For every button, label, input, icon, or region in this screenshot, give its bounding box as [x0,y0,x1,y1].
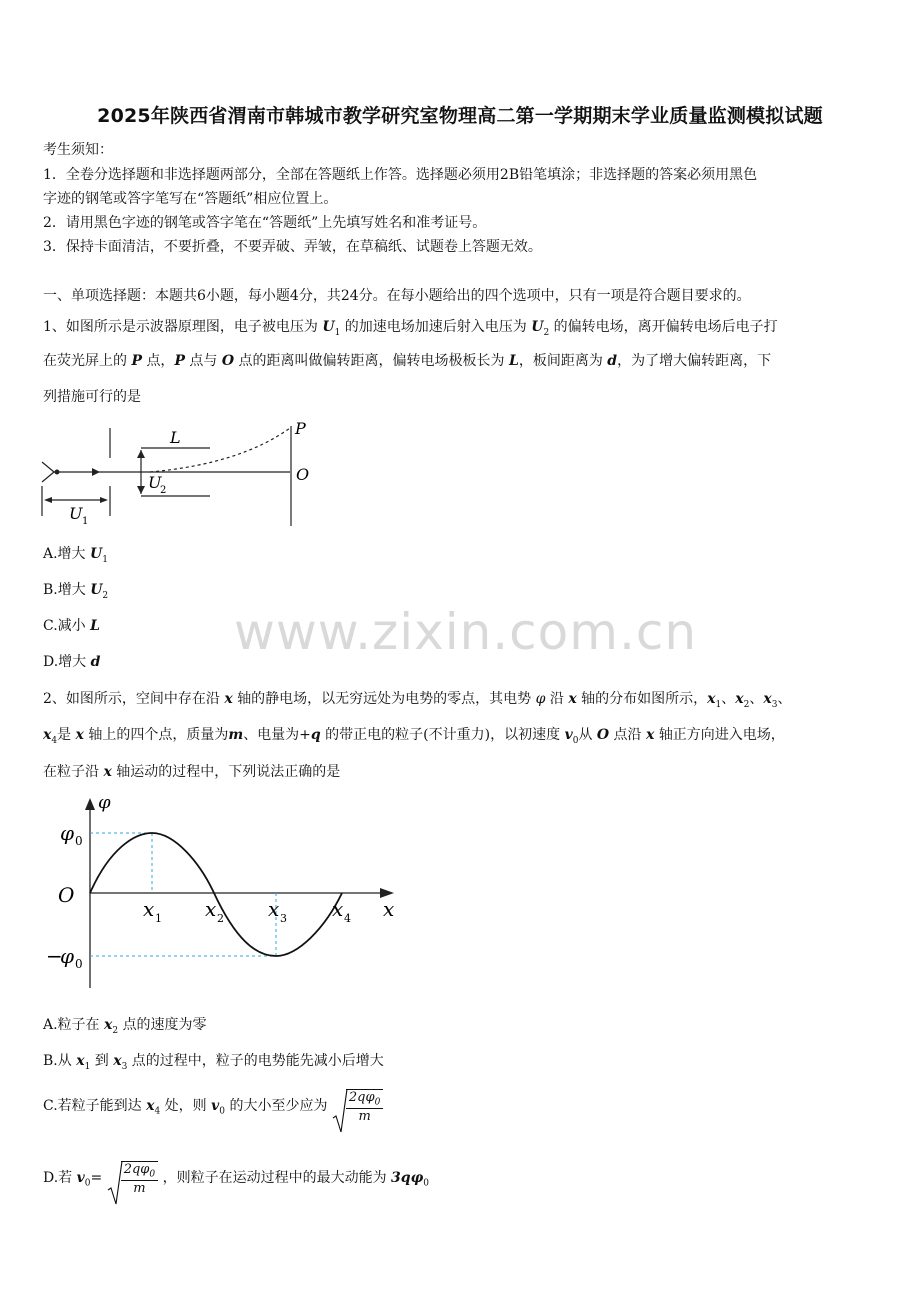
label-O: O [296,465,310,484]
label-origin: O [58,883,75,907]
watermark: www.zixin.com.cn [234,603,698,661]
tick-x1: x [143,897,155,921]
tick-x2-sub: 2 [217,912,224,925]
q2-option-d[interactable]: D.若 $v_0=$ $\frac{2q\varphi_0}{m}$ ，则粒子在运动过程中的最大动能为 $3q\varphi_0$ [43,1160,429,1196]
notice-item-1-cont: 字迹的钢笔或答字笔写在“答题纸”相应位置上。 [43,191,338,207]
tick-x2: x [205,897,217,921]
oscilloscope-figure [40,418,330,530]
q2-option-a[interactable]: A.粒子在 $x_2$ 点的速度为零 [43,1017,207,1036]
tick-x3-sub: 3 [280,912,287,925]
label-U1: U [69,504,83,523]
q2-line-1: 2、如图所示，空间中存在沿 x 轴的静电场，以无穷远处为电势的零点，其电势 φ 沿 x 轴的分布如图所示，$x_1$、$x_2$、$x_3$、 [43,691,792,710]
axis-phi: φ [98,792,111,813]
label-U2: U [148,473,162,492]
q1-line-1: 1、如图所示是示波器原理图，电子被电压为 $U_1$ 的加速电场加速后射入电压为 $U_2$ 的偏转电场，离开偏转电场后电子打 [43,319,778,338]
label-negphi0-sub: 0 [75,957,83,971]
axis-x: x [383,897,395,921]
q2-line-2: $x_4$是 x 轴上的四个点，质量为m、电量为+q 的带正电的粒子(不计重力)，以初速度 $v_0$从 O 点沿 x 轴正方向进入电场， [43,727,785,746]
q2-option-b[interactable]: B.从 $x_1$ 到 $x_3$ 点的过程中，粒子的电势能先减小后增大 [43,1053,384,1072]
tick-x4: x [332,897,344,921]
potential-graph [40,788,410,998]
tick-x3: x [268,897,280,921]
notice-heading: 考生须知： [43,142,113,158]
notice-item-3: 3．保持卡面清洁，不要折叠，不要弄破、弄皱，在草稿纸、试题卷上答题无效。 [43,239,542,255]
q2-option-c[interactable]: C.若粒子能到达 $x_4$ 处，则 $v_0$ 的大小至少应为 $\frac{2q\varphi_0}{m}$ [43,1088,383,1124]
sqrt-expression-c: $\frac{2q\varphi_0}{m}$ [332,1088,383,1124]
label-neg: − [46,944,63,968]
q1-option-b[interactable]: B.增大 $U_2$ [43,582,109,601]
label-L: L [170,428,181,447]
q1-option-a[interactable]: A.增大 $U_1$ [43,546,108,565]
label-negphi0: φ [60,944,75,968]
sqrt-expression-d: $\frac{2q\varphi_0}{m}$ [107,1160,158,1196]
q2-line-3: 在粒子沿 x 轴运动的过程中，下列说法正确的是 [43,764,341,780]
section-heading: 一、单项选择题：本题共6小题，每小题4分，共24分。在每小题给出的四个选项中，只有一项是符合题目要求的。 [43,288,751,304]
notice-item-1: 1．全卷分选择题和非选择题两部分，全部在答题纸上作答。选择题必须用2B铅笔填涂；非选择题的答案必须用黑色 [43,167,758,183]
tick-x4-sub: 4 [344,912,351,925]
notice-item-2: 2．请用黑色字迹的钢笔或答字笔在“答题纸”上先填写姓名和准考证号。 [43,215,487,231]
page-title: 2025年陕西省渭南市韩城市教学研究室物理高二第一学期期末学业质量监测模拟试题 [97,105,823,127]
q1-option-c[interactable]: C.减小 L [43,618,100,634]
tick-x1-sub: 1 [155,912,162,925]
q1-line-2: 在荧光屏上的 P 点，P 点与 O 点的距离叫做偏转距离，偏转电场极板长为 L，板间距离为 d，为了增大偏转距离，下 [43,353,772,369]
label-P: P [295,419,306,438]
label-phi0: φ [60,821,75,845]
label-phi0-sub: 0 [75,834,83,848]
q1-option-d[interactable]: D.增大 d [43,654,101,670]
label-U2-sub: 2 [160,485,167,496]
q1-line-3: 列措施可行的是 [43,389,141,405]
label-U1-sub: 1 [82,516,89,527]
